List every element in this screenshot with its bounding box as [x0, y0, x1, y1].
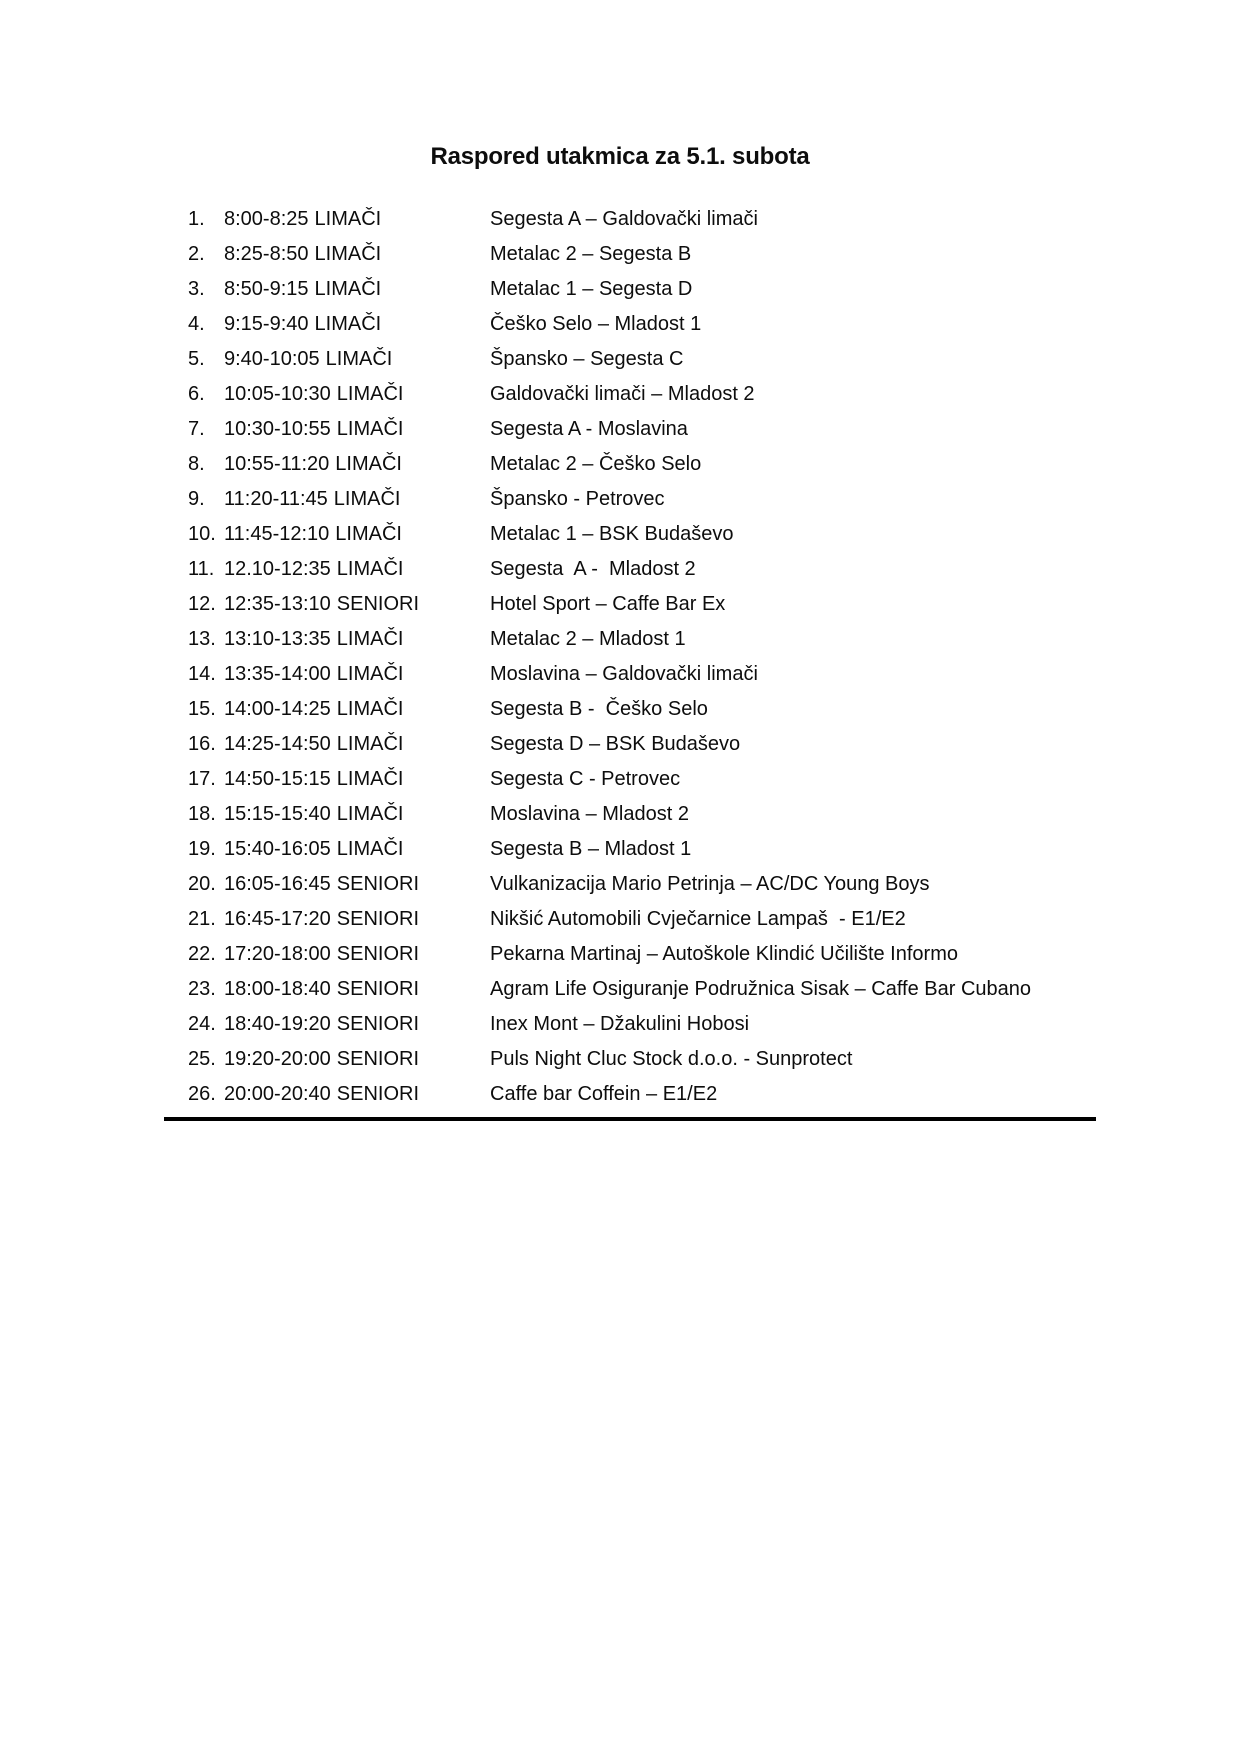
row-match: Agram Life Osiguranje Podružnica Sisak – Caffe Bar Cubano	[490, 978, 1032, 1000]
row-category: LIMAČI	[314, 243, 382, 265]
row-category: LIMAČI	[336, 733, 404, 755]
schedule-row	[0, 237, 1240, 272]
row-number: 16.	[188, 733, 216, 755]
row-time-category	[224, 972, 490, 1007]
schedule-list	[0, 202, 1240, 1112]
row-category: SENIORI	[336, 1083, 420, 1105]
schedule-row	[0, 797, 1240, 832]
row-category: LIMAČI	[336, 663, 404, 685]
schedule-row	[0, 1077, 1240, 1112]
row-time-category	[224, 447, 490, 482]
row-category: LIMAČI	[335, 523, 402, 545]
row-number: 9.	[188, 488, 205, 510]
row-time-category	[224, 482, 490, 517]
row-match: Hotel Sport – Caffe Bar Ex	[490, 593, 726, 615]
row-time-category	[224, 587, 490, 622]
schedule-row	[0, 832, 1240, 867]
row-number: 12.	[188, 593, 216, 615]
schedule-row	[0, 727, 1240, 762]
row-time: 18:00-18:40	[224, 978, 331, 1000]
row-match: Segesta C - Petrovec	[490, 768, 681, 790]
row-category: SENIORI	[336, 1013, 420, 1035]
row-time-category	[224, 902, 490, 937]
row-match: Špansko – Segesta C	[490, 348, 684, 370]
row-match: Metalac 2 – Češko Selo	[490, 453, 702, 475]
row-category: SENIORI	[336, 873, 420, 895]
row-time: 13:35-14:00	[224, 663, 331, 685]
row-match: Metalac 1 – Segesta D	[490, 278, 693, 300]
row-time-category	[224, 832, 490, 867]
row-number: 1.	[188, 208, 205, 230]
row-time: 11:20-11:45	[224, 488, 328, 510]
row-category: LIMAČI	[333, 488, 401, 510]
row-time-category	[224, 727, 490, 762]
row-match: Metalac 2 – Mladost 1	[490, 628, 686, 650]
row-time: 12:35-13:10	[224, 593, 331, 615]
row-category: SENIORI	[336, 978, 420, 1000]
row-time: 8:25-8:50	[224, 243, 309, 265]
row-time-category	[224, 237, 490, 272]
row-number: 13.	[188, 628, 216, 650]
row-time: 8:50-9:15	[224, 278, 309, 300]
row-category: LIMAČI	[336, 698, 404, 720]
row-time: 9:40-10:05	[224, 348, 320, 370]
row-time-category	[224, 692, 490, 727]
row-match: Metalac 2 – Segesta B	[490, 243, 692, 265]
schedule-row	[0, 552, 1240, 587]
row-category: LIMAČI	[314, 208, 382, 230]
row-number: 24.	[188, 1013, 216, 1035]
row-time-category	[224, 1077, 490, 1112]
row-match: Segesta A - Moslavina	[490, 418, 688, 440]
row-match: Nikšić Automobili Cvječarnice Lampaš - E1/E2	[490, 908, 906, 930]
row-time-category	[224, 1042, 490, 1077]
row-match: Moslavina – Mladost 2	[490, 803, 689, 825]
row-match: Segesta A - Mladost 2	[490, 558, 696, 580]
row-time: 12.10-12:35	[224, 558, 331, 580]
schedule-row	[0, 937, 1240, 972]
schedule-row	[0, 657, 1240, 692]
row-match: Moslavina – Galdovački limači	[490, 663, 758, 685]
row-time-category	[224, 797, 490, 832]
page-title: Raspored utakmica za 5.1. subota	[430, 143, 810, 170]
row-match: Caffe bar Coffein – E1/E2	[490, 1083, 718, 1105]
row-number: 2.	[188, 243, 205, 265]
row-number: 26.	[188, 1083, 216, 1105]
row-number: 18.	[188, 803, 216, 825]
row-time: 13:10-13:35	[224, 628, 331, 650]
row-category: SENIORI	[336, 943, 420, 965]
schedule-row	[0, 1042, 1240, 1077]
row-category: SENIORI	[336, 593, 420, 615]
row-time-category	[224, 937, 490, 972]
schedule-row	[0, 622, 1240, 657]
row-number: 6.	[188, 383, 205, 405]
row-number: 25.	[188, 1048, 216, 1070]
row-time-category	[224, 412, 490, 447]
schedule-row	[0, 447, 1240, 482]
row-match: Metalac 1 – BSK Budaševo	[490, 523, 734, 545]
schedule-row	[0, 482, 1240, 517]
row-category: LIMAČI	[336, 768, 404, 790]
schedule-row	[0, 692, 1240, 727]
row-category: LIMAČI	[336, 558, 404, 580]
row-match: Vulkanizacija Mario Petrinja – AC/DC Young Boys	[490, 873, 930, 895]
schedule-row	[0, 972, 1240, 1007]
row-time-category	[224, 202, 490, 237]
row-time: 16:45-17:20	[224, 908, 331, 930]
row-time: 19:20-20:00	[224, 1048, 331, 1070]
row-category: LIMAČI	[336, 628, 404, 650]
schedule-row	[0, 202, 1240, 237]
row-category: LIMAČI	[314, 313, 382, 335]
row-number: 15.	[188, 698, 216, 720]
schedule-row	[0, 377, 1240, 412]
row-time: 9:15-9:40	[224, 313, 309, 335]
row-number: 20.	[188, 873, 216, 895]
row-time: 15:15-15:40	[224, 803, 331, 825]
schedule-row	[0, 342, 1240, 377]
bottom-rule	[164, 1117, 1096, 1121]
row-match: Segesta D – BSK Budaševo	[490, 733, 741, 755]
schedule-row	[0, 902, 1240, 937]
row-time: 10:05-10:30	[224, 383, 331, 405]
row-time: 14:00-14:25	[224, 698, 331, 720]
row-match: Galdovački limači – Mladost 2	[490, 383, 755, 405]
row-category: LIMAČI	[325, 348, 393, 370]
schedule-row	[0, 587, 1240, 622]
row-time: 17:20-18:00	[224, 943, 331, 965]
row-time-category	[224, 1007, 490, 1042]
row-number: 11.	[188, 558, 215, 580]
row-category: LIMAČI	[336, 803, 404, 825]
row-category: LIMAČI	[336, 383, 404, 405]
schedule-row	[0, 307, 1240, 342]
row-match: Segesta A – Galdovački limači	[490, 208, 758, 230]
row-category: LIMAČI	[335, 453, 402, 475]
row-time-category	[224, 377, 490, 412]
row-time-category	[224, 867, 490, 902]
row-number: 7.	[188, 418, 205, 440]
row-category: LIMAČI	[314, 278, 382, 300]
row-category: SENIORI	[336, 908, 420, 930]
row-match: Pekarna Martinaj – Autoškole Klindić Učilište Informo	[490, 943, 958, 965]
row-match: Segesta B – Mladost 1	[490, 838, 692, 860]
row-number: 14.	[188, 663, 216, 685]
schedule-row	[0, 762, 1240, 797]
schedule-row	[0, 517, 1240, 552]
row-number: 17.	[188, 768, 216, 790]
row-number: 10.	[188, 523, 216, 545]
row-match: Puls Night Cluc Stock d.o.o. - Sunprotect	[490, 1048, 853, 1070]
row-time-category	[224, 622, 490, 657]
row-number: 22.	[188, 943, 216, 965]
row-time: 10:55-11:20	[224, 453, 330, 475]
schedule-row	[0, 867, 1240, 902]
row-match: Inex Mont – Džakulini Hobosi	[490, 1013, 750, 1035]
row-time: 18:40-19:20	[224, 1013, 331, 1035]
row-category: LIMAČI	[336, 838, 404, 860]
row-time: 10:30-10:55	[224, 418, 331, 440]
row-match: Segesta B - Češko Selo	[490, 698, 708, 720]
row-number: 4.	[188, 313, 205, 335]
row-time-category	[224, 657, 490, 692]
row-category: SENIORI	[336, 1048, 420, 1070]
row-time: 14:25-14:50	[224, 733, 331, 755]
row-match: Češko Selo – Mladost 1	[490, 313, 702, 335]
row-time: 8:00-8:25	[224, 208, 309, 230]
row-time-category	[224, 272, 490, 307]
schedule-row	[0, 412, 1240, 447]
schedule-row	[0, 272, 1240, 307]
row-time-category	[224, 762, 490, 797]
row-number: 5.	[188, 348, 205, 370]
row-match: Špansko - Petrovec	[490, 488, 665, 510]
row-number: 23.	[188, 978, 216, 1000]
row-number: 8.	[188, 453, 205, 475]
row-time: 14:50-15:15	[224, 768, 331, 790]
row-time: 16:05-16:45	[224, 873, 331, 895]
schedule-row	[0, 1007, 1240, 1042]
row-number: 21.	[188, 908, 216, 930]
row-time: 15:40-16:05	[224, 838, 331, 860]
row-number: 19.	[188, 838, 216, 860]
row-time-category	[224, 307, 490, 342]
row-category: LIMAČI	[336, 418, 404, 440]
row-time-category	[224, 342, 490, 377]
row-time: 20:00-20:40	[224, 1083, 331, 1105]
row-time-category	[224, 517, 490, 552]
row-time-category	[224, 552, 490, 587]
row-number: 3.	[188, 278, 205, 300]
row-time: 11:45-12:10	[224, 523, 330, 545]
